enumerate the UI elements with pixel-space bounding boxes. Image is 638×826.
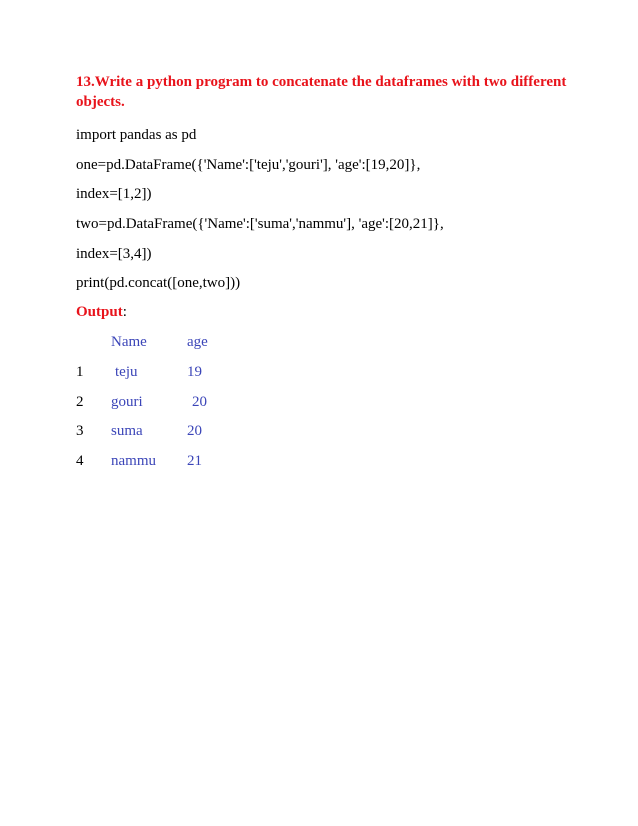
question-heading: 13.Write a python program to concatenate the dataframes with two different objects. [76,74,567,110]
code-line-import: import pandas as pd [76,127,197,143]
output-header-name: Name [111,334,147,350]
output-row-name: teju [115,364,138,380]
output-row-name: nammu [111,453,156,469]
output-row-name: suma [111,423,143,439]
output-label-text: Output [76,304,123,320]
code-line-index-two: index=[3,4]) [76,246,152,262]
output-row-age: 19 [187,364,202,380]
code-line-df-one: one=pd.DataFrame({'Name':['teju','gouri'], 'age':[19,20]}, [76,157,421,173]
output-label-colon: : [122,304,127,320]
output-row-age: 21 [187,453,202,469]
code-line-df-two: two=pd.DataFrame({'Name':['suma','nammu'], 'age':[20,21]}, [76,216,444,232]
output-label [76,302,127,322]
output-row-name: gouri [111,394,143,410]
code-line-index-one: index=[1,2]) [76,186,152,202]
output-row-index: 1 [76,364,84,380]
output-header-age: age [187,334,208,350]
output-row-index: 4 [76,453,84,469]
output-row-age: 20 [192,394,207,410]
output-row-index: 2 [76,394,84,410]
code-line-print: print(pd.concat([one,two])) [76,275,241,291]
output-row-age: 20 [187,423,202,439]
output-row-index: 3 [76,423,84,439]
